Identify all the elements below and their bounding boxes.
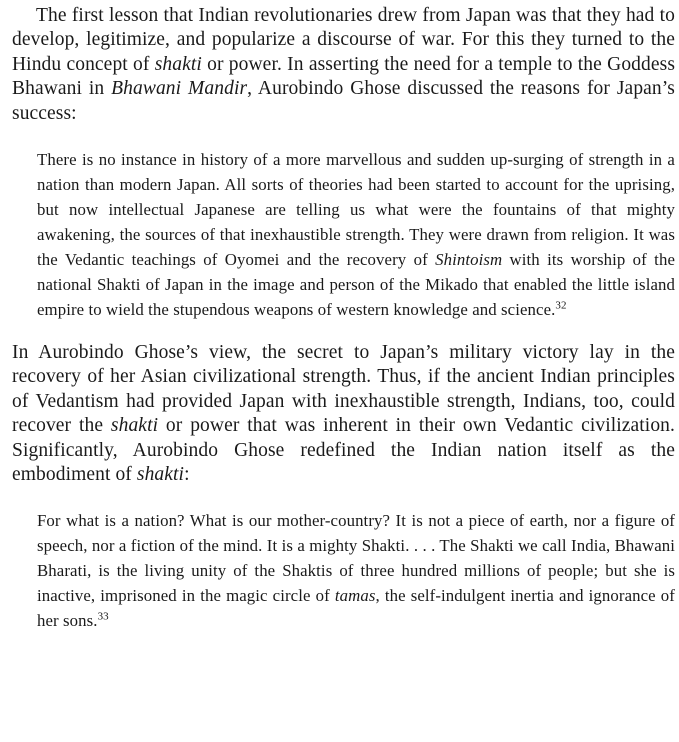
footnote-marker: 33 — [97, 610, 109, 623]
text-run: , the self-indulgent inertia and ignorance of her sons. — [37, 586, 675, 631]
block-quote-2 — [12, 508, 675, 633]
text-run: There is no instance in history of a more marvellous and sudden up-surging of strength in a nation than modern Japan. All sorts of theories had been started to account for the uprising, but now intellectual Japanese are telling us what were the fountains of that mighty awakening, the sources of that inexhaustible strength. They were drawn from religion. It was the Vedantic teachings of Oyomei and the recovery of — [37, 150, 675, 270]
document-page — [12, 4, 675, 633]
italic-term: Shintoism — [435, 250, 503, 270]
italic-term: shakti — [154, 53, 202, 75]
text-run: , Aurobindo Ghose discussed the reasons for Japan’s success: — [12, 78, 675, 124]
text-run: For what is a nation? What is our mother-country? It is not a piece of earth, nor a figure of speech, nor a fiction of the mind. It is a mighty Shakti. . . . The Shakti we call India, Bhawani Bharati, is the living unity of the Shaktis of three hundred millions of people; but she is inactive, imprisoned in the magic circle of — [37, 511, 675, 606]
body-paragraph-1 — [12, 4, 675, 126]
italic-term: tamas — [334, 586, 376, 606]
block-quote-1 — [12, 147, 675, 322]
text-run: In Aurobindo Ghose’s view, the secret to Japan’s military victory lay in the recovery of her Asian civilizational strength. Thus, if the ancient Indian principles of Vedantism had provided Japan with inexhaustible strength, Indians, too, could recover the — [12, 342, 675, 437]
text-run: with its worship of the national Shakti of Japan in the image and person of the Mikado that enabled the little island empire to wield the stupendous weapons of western knowledge and science. — [37, 250, 675, 320]
text-run: The first lesson that Indian revolutionaries drew from Japan was that they had to develop, legitimize, and popularize a discourse of war. For this they turned to the Hindu concept of — [12, 5, 675, 75]
italic-term: shakti — [136, 464, 185, 486]
text-run: or power that was inherent in their own Vedantic civilization. Significantly, Aurobindo Ghose redefined the Indian nation itself as the embodiment of — [12, 415, 675, 486]
italic-title: Bhawani Mandir — [111, 78, 248, 100]
italic-term: shakti — [110, 415, 159, 437]
text-run: : — [184, 464, 190, 486]
body-paragraph-2 — [12, 341, 675, 487]
text-run: or power. In asserting the need for a temple to the Goddess Bhawani in — [12, 53, 676, 100]
footnote-marker: 32 — [555, 299, 567, 312]
